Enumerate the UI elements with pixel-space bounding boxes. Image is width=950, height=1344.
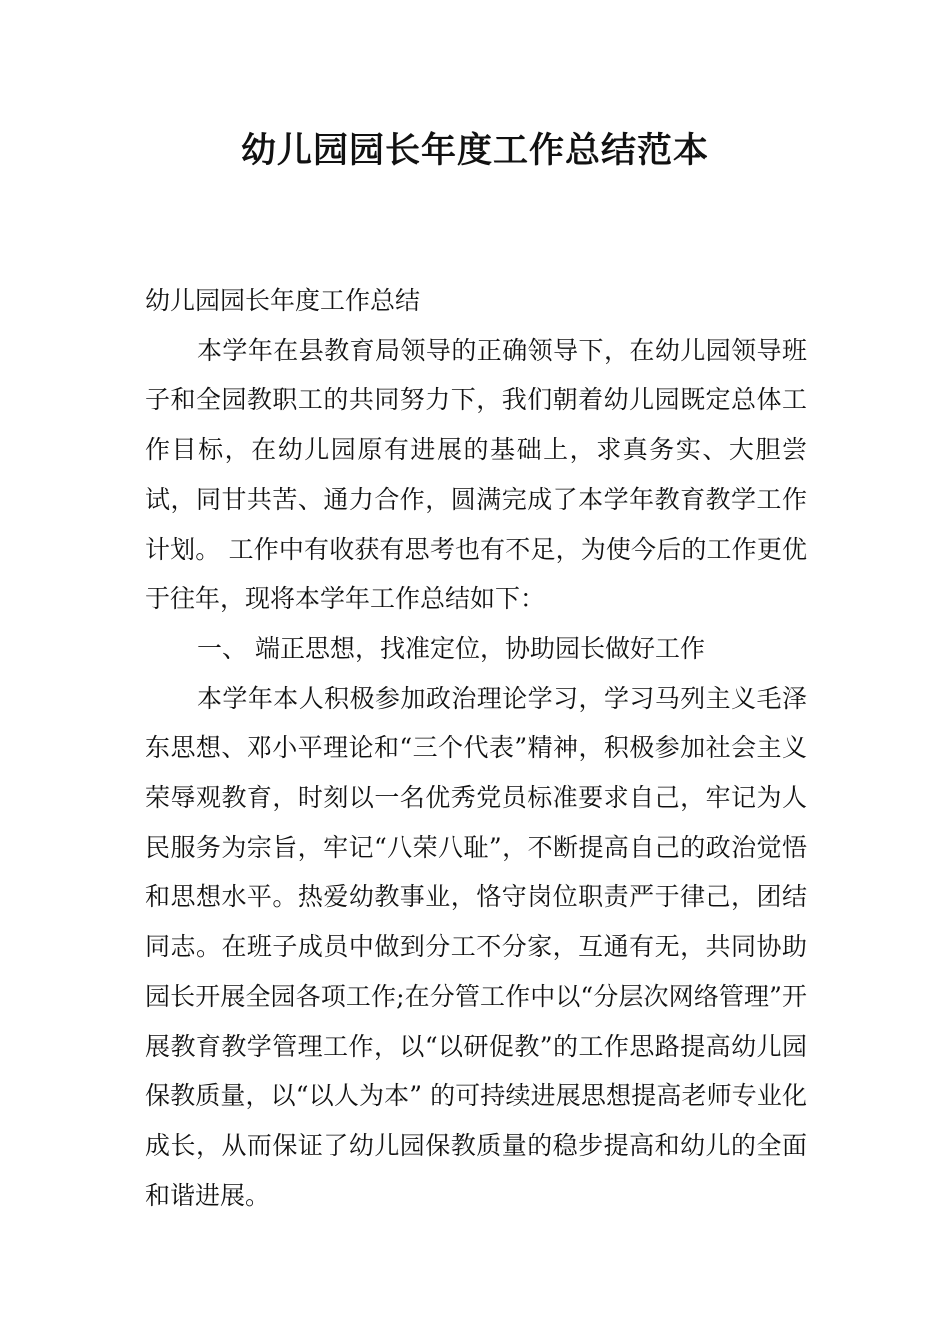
section-heading-1: 一、 端正思想，找准定位，协助园长做好工作 (197, 633, 705, 663)
document-body (145, 276, 807, 1220)
document-subtitle: 幼儿园园长年度工作总结 (145, 286, 421, 315)
paragraph-intro: 本学年在县教育局领导的正确领导下，在幼儿园领导班子和全园教职工的共同努力下，我们朝着幼儿园既定总体工作目标，在幼儿园原有进展的基础上，求真务实、大胆尝试，同甘共苦、通力合作，圆满完成了本学年教育教学工作计划。 工作中有收获有思考也有不足，为使今后的工作更优于往年，现将本学年工作总结如下： (145, 335, 807, 614)
paragraph-section-1: 本学年本人积极参加政治理论学习，学习马列主义毛泽东思想、邓小平理论和“三个代表”精神，积极参加社会主义荣辱观教育，时刻以一名优秀党员标准要求自己，牢记为人民服务为宗旨，牢记“八荣八耻”，不断提高自己的政治觉悟和思想水平。热爱幼教事业，恪守岗位职责严于律己，团结同志。在班子成员中做到分工不分家，互通有无，共同协助园长开展全园各项工作;在分管工作中以“分层次网络管理”开展教育教学管理工作，以“以研促教”的工作思路提高幼儿园保教质量，以“以人为本” 的可持续进展思想提高老师专业化成长，从而保证了幼儿园保教质量的稳步提高和幼儿的全面和谐进展。 (145, 683, 807, 1210)
document-title: 幼儿园园长年度工作总结范本 (240, 131, 709, 171)
